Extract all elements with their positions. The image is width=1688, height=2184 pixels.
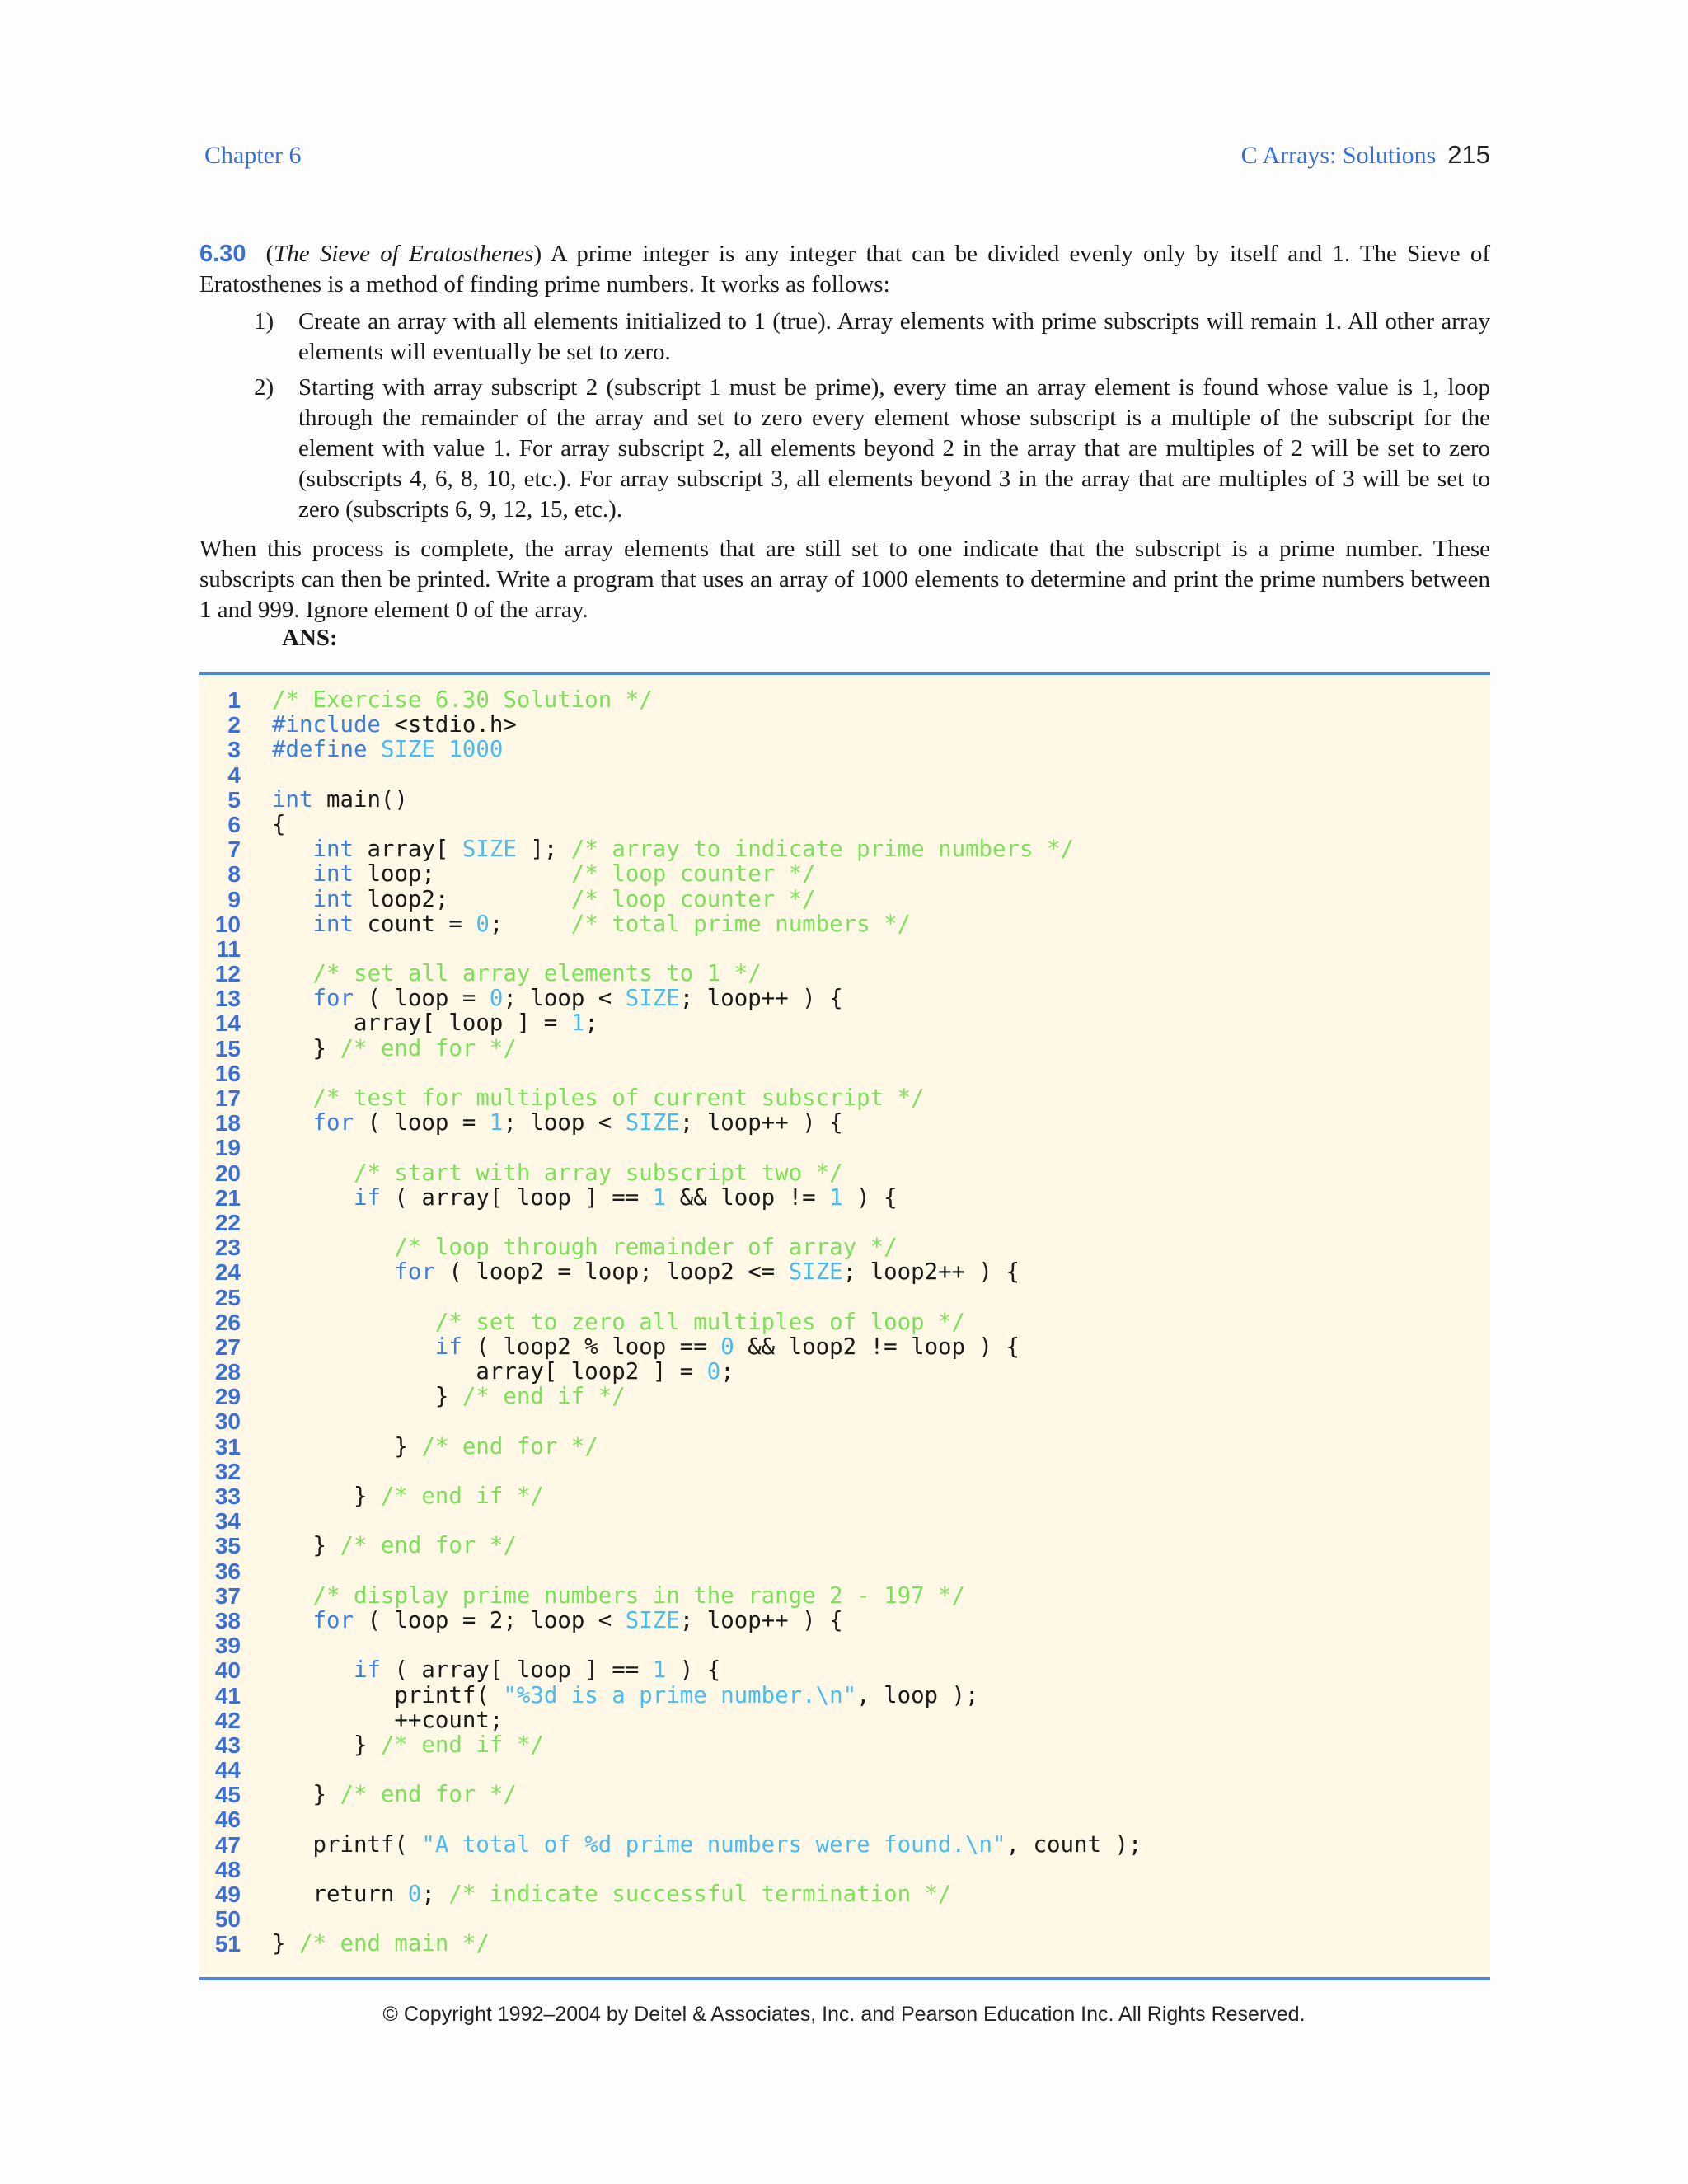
code-token: /* total prime numbers */ [570, 911, 912, 937]
code-token: } [272, 1433, 422, 1460]
code-token: ; loop++ ) { [679, 986, 843, 1012]
line-number: 24 [214, 1259, 241, 1286]
code-line [199, 1559, 241, 1584]
code-text [272, 1435, 598, 1460]
code-token: /* end for */ [340, 1035, 517, 1062]
code-line [199, 687, 653, 713]
code-token: ( array[ loop ] == [380, 1184, 653, 1211]
line-number: 46 [214, 1807, 241, 1833]
code-line [199, 1509, 241, 1534]
code-text [272, 837, 1074, 862]
code-line [199, 1633, 241, 1658]
line-number: 40 [214, 1657, 241, 1684]
code-line [199, 886, 816, 912]
step-label: 2) [254, 374, 274, 401]
code-token: "A total of %d prime numbers were found.\n" [421, 1831, 1006, 1858]
line-number: 9 [227, 886, 241, 912]
answer-label: ANS: [282, 625, 338, 651]
line-number: 4 [227, 762, 241, 788]
code-token [367, 737, 381, 762]
code-text [272, 1708, 503, 1733]
code-token: /* set to zero all multiples of loop */ [434, 1309, 966, 1335]
code-line [199, 911, 912, 937]
section-title: C Arrays: Solutions [1240, 142, 1437, 169]
code-token: ; loop < [503, 1110, 626, 1137]
code-token: if [434, 1333, 462, 1360]
code-token: ( loop = [353, 1110, 490, 1137]
line-number: 7 [227, 837, 241, 863]
code-token: #include [272, 712, 381, 738]
code-text [272, 1783, 517, 1807]
code-token [272, 1310, 435, 1335]
code-token: 0 [476, 911, 490, 937]
code-text [272, 1011, 598, 1036]
code-token: } [272, 1782, 340, 1808]
code-token: } [272, 1732, 381, 1758]
code-token: } [272, 1483, 381, 1509]
code-token: SIZE [625, 1110, 680, 1137]
code-line [199, 763, 241, 788]
code-token: ( loop2 = loop; loop2 <= [434, 1259, 789, 1286]
line-number: 14 [214, 1010, 241, 1037]
code-text [272, 962, 762, 987]
line-number: 22 [214, 1209, 241, 1235]
code-line [199, 1657, 721, 1684]
code-text [272, 987, 843, 1011]
code-token: int [312, 911, 354, 937]
code-token: } [272, 1384, 462, 1410]
code-token: ++count; [272, 1707, 504, 1733]
code-line [199, 1384, 626, 1410]
copyright-footer: © Copyright 1992–2004 by Deitel & Associates, Inc. and Pearson Education Inc. All Rights Reserved. [382, 2003, 1306, 2026]
code-line [199, 1235, 898, 1261]
code-text [272, 688, 653, 713]
code-token: ; loop2++ ) { [842, 1259, 1020, 1286]
code-token: /* indicate successful termination */ [448, 1882, 952, 1907]
code-text [272, 1037, 517, 1062]
line-number: 1 [227, 687, 241, 713]
code-text [272, 1235, 898, 1260]
chapter-label: Chapter 6 [204, 142, 302, 169]
code-token: ) { [666, 1657, 721, 1684]
code-line [199, 861, 816, 888]
code-token: 0 [706, 1359, 721, 1385]
code-token: ( loop2 % loop == [462, 1333, 721, 1360]
code-token: <stdio.h> [380, 712, 517, 738]
code-text [272, 1310, 965, 1335]
code-token: /* start with array subscript two */ [353, 1160, 843, 1186]
code-token: && loop != [666, 1184, 830, 1211]
code-token: 1 [829, 1184, 843, 1211]
code-line [199, 1483, 544, 1509]
line-number: 45 [214, 1782, 241, 1808]
code-token: SIZE 1000 [380, 737, 504, 763]
code-text [272, 1658, 720, 1683]
code-token: return [272, 1882, 408, 1907]
code-token: /* loop counter */ [570, 861, 816, 888]
code-line [199, 1807, 241, 1832]
code-text [272, 1833, 1142, 1858]
code-token: if [353, 1657, 381, 1684]
code-text [272, 713, 517, 738]
line-number: 13 [214, 986, 241, 1012]
problem-conclusion: When this process is complete, the array elements that are still set to one indicate that the subscript is a prime number. These subscripts can then be printed. Write a program that uses an array of 1000 elements to determine and print the prime numbers between 1 and 999. Ignore element 0 of the array. [199, 536, 1490, 623]
code-line [199, 1160, 843, 1186]
line-number: 26 [214, 1309, 241, 1335]
code-token: ]; [516, 837, 571, 863]
code-token: { [272, 811, 286, 837]
code-line [199, 1085, 925, 1111]
code-line [199, 961, 762, 987]
code-token: int [272, 786, 313, 813]
line-number: 37 [214, 1582, 241, 1609]
line-number: 11 [216, 935, 241, 962]
code-token: 0 [720, 1333, 734, 1360]
line-number: 36 [214, 1558, 241, 1584]
code-token: 0 [407, 1882, 422, 1907]
code-text [272, 1684, 979, 1708]
code-token: ( array[ loop ] == [380, 1657, 653, 1684]
line-number: 6 [227, 811, 241, 837]
line-number: 31 [214, 1433, 241, 1460]
line-number: 39 [214, 1633, 241, 1659]
code-line [199, 837, 1074, 863]
code-line [199, 1732, 544, 1758]
code-line [199, 1858, 241, 1882]
code-line [199, 1682, 979, 1708]
line-number: 2 [227, 712, 241, 738]
code-text [272, 888, 816, 912]
line-number: 10 [214, 911, 241, 937]
code-text [272, 738, 503, 762]
code-line [199, 1184, 898, 1211]
code-token: /* array to indicate prime numbers */ [570, 837, 1074, 863]
code-token: /* end main */ [298, 1931, 490, 1957]
line-number: 43 [214, 1732, 241, 1758]
code-line [199, 1931, 490, 1957]
line-number: 25 [214, 1284, 241, 1310]
code-token [272, 887, 312, 912]
line-number: 30 [214, 1408, 241, 1435]
line-number: 19 [214, 1135, 241, 1161]
code-token [272, 1235, 394, 1260]
code-text [272, 1484, 544, 1509]
code-token [272, 912, 312, 937]
code-text [272, 1882, 952, 1907]
code-token: loop; [353, 861, 571, 888]
code-line [199, 1110, 843, 1137]
code-text [272, 1534, 517, 1558]
code-line [199, 1409, 241, 1434]
step-item [247, 307, 1490, 368]
code-line [199, 1433, 598, 1460]
line-number: 35 [214, 1533, 241, 1559]
code-token: 1 [570, 1010, 585, 1037]
code-text [272, 1086, 925, 1111]
code-token: array[ loop ] = [272, 1010, 571, 1037]
line-number: 38 [214, 1607, 241, 1633]
code-text [272, 1385, 626, 1409]
code-token [272, 1160, 354, 1186]
line-number: 50 [214, 1906, 241, 1933]
code-text [272, 1609, 843, 1633]
code-token: /* end for */ [421, 1433, 598, 1460]
problem-number: 6.30 [199, 241, 246, 267]
code-token: ; loop++ ) { [679, 1110, 843, 1137]
code-token: 1 [652, 1184, 667, 1211]
code-token: /* loop through remainder of array */ [394, 1235, 898, 1261]
code-text [272, 1932, 490, 1957]
line-number: 33 [214, 1483, 241, 1509]
code-line [199, 1460, 241, 1484]
code-token: && loop2 != loop ) { [734, 1333, 1020, 1360]
code-line [199, 811, 286, 837]
code-token [272, 1259, 394, 1285]
step-label: 1) [254, 308, 274, 335]
code-line [199, 1782, 517, 1808]
line-number: 23 [214, 1235, 241, 1261]
line-number: 48 [214, 1856, 241, 1882]
line-number: 47 [214, 1831, 241, 1858]
code-line [199, 1607, 843, 1633]
code-token: array[ [353, 837, 462, 863]
code-token: } [272, 1533, 340, 1559]
code-token: if [353, 1184, 381, 1211]
code-line [199, 1136, 241, 1160]
code-token: /* test for multiples of current subscript */ [312, 1085, 925, 1111]
code-line [199, 1035, 517, 1062]
code-token: #define [272, 737, 368, 763]
code-token: ( loop = 2; loop < [353, 1607, 626, 1633]
code-text [272, 912, 911, 937]
code-line [199, 1758, 241, 1783]
code-token [272, 1085, 312, 1111]
code-token: count = [353, 911, 476, 937]
line-number: 21 [214, 1184, 241, 1211]
code-token: for [312, 1607, 354, 1633]
line-number: 44 [214, 1757, 241, 1783]
code-line [199, 1582, 966, 1609]
code-text [272, 1584, 965, 1609]
line-number: 34 [214, 1508, 241, 1535]
code-token: for [394, 1259, 435, 1286]
code-line [199, 1831, 1142, 1858]
code-token: /* end for */ [340, 1533, 517, 1559]
code-text [272, 1161, 843, 1186]
code-line [199, 1533, 517, 1559]
code-text [272, 1186, 898, 1211]
line-number: 18 [214, 1110, 241, 1137]
code-text [272, 1111, 843, 1136]
code-token: for [312, 986, 354, 1012]
code-token: /* end if */ [462, 1384, 626, 1410]
code-token: int [312, 861, 354, 888]
code-token: /* loop counter */ [570, 886, 816, 912]
code-line [199, 1882, 952, 1907]
code-token: /* set all array elements to 1 */ [312, 961, 762, 987]
running-header [1241, 140, 1490, 170]
code-line [199, 937, 241, 962]
code-line [199, 1211, 241, 1235]
code-token: array[ loop2 ] = [272, 1359, 707, 1385]
code-token: ; [584, 1010, 598, 1037]
code-token: SIZE [788, 1259, 843, 1286]
problem-intro: A prime integer is any integer that can be divided evenly only by itself and 1. The Sieve of Eratosthenes is a method of finding prime numbers. It works as follows: [199, 241, 1490, 298]
code-text [272, 1733, 544, 1758]
page-number: 215 [1447, 140, 1490, 169]
code-token: int [312, 837, 354, 863]
code-line [199, 786, 408, 813]
code-token [272, 1608, 312, 1633]
line-number: 27 [214, 1333, 241, 1360]
code-token: for [312, 1110, 354, 1137]
line-number: 8 [227, 861, 241, 888]
code-text [272, 788, 408, 813]
code-token [272, 1185, 354, 1211]
line-number: 12 [214, 961, 241, 987]
code-line [199, 1259, 1020, 1286]
code-token: main() [312, 786, 408, 813]
code-token: int [312, 886, 354, 912]
code-lines [199, 687, 1142, 1957]
code-text [272, 813, 286, 837]
code-token: ; loop < [503, 986, 626, 1012]
code-token: ; [421, 1882, 449, 1907]
code-line [199, 737, 504, 763]
code-token: 0 [489, 986, 504, 1012]
code-token: } [272, 1931, 299, 1957]
code-token: SIZE [625, 1607, 680, 1633]
code-token: /* end if */ [380, 1483, 544, 1509]
line-number: 17 [214, 1085, 241, 1111]
code-text [272, 1335, 1020, 1360]
code-line [199, 1309, 966, 1335]
code-token [272, 1110, 312, 1136]
code-token: SIZE [462, 837, 517, 863]
code-token: ) { [842, 1184, 898, 1211]
line-number: 29 [214, 1384, 241, 1410]
line-number: 42 [214, 1707, 241, 1733]
code-token: , count ); [1006, 1831, 1142, 1858]
code-token [272, 837, 312, 862]
code-line [199, 1286, 241, 1310]
code-token: } [272, 1035, 340, 1062]
step-text: Create an array with all elements initialized to 1 (true). Array elements with prime subscripts will remain 1. All other array elements will eventually be set to zero. [298, 308, 1490, 365]
code-token [272, 1334, 435, 1360]
code-token: ; [720, 1359, 734, 1385]
problem-title: The Sieve of Eratosthenes [274, 241, 534, 267]
code-text [272, 1260, 1020, 1285]
code-token [272, 1583, 312, 1609]
code-line [199, 986, 843, 1012]
line-number: 32 [214, 1458, 241, 1484]
code-token: , loop ); [856, 1682, 979, 1708]
code-line [199, 1333, 1020, 1360]
code-listing [199, 672, 1490, 1980]
code-line [199, 1010, 598, 1037]
line-number: 51 [214, 1931, 241, 1957]
code-line [199, 1359, 734, 1385]
code-token [272, 986, 312, 1011]
problem-statement: 6.30 (The Sieve of Eratosthenes) A prime integer is any integer that can be divided evenly only by itself and 1. The Sieve of Eratosthenes is a method of finding prime numbers. It works as follows: [199, 241, 1490, 298]
line-number: 41 [214, 1682, 241, 1708]
code-token: ( loop = [353, 986, 490, 1012]
code-token: 1 [489, 1110, 504, 1137]
line-number: 3 [227, 737, 241, 763]
step-text: Starting with array subscript 2 (subscript 1 must be prime), every time an array element is found whose value is 1, loop through the remainder of the array and set to zero every element whose subscript is a multiple of the subscript for the element with value 1. For array subscript 2, all elements beyond 2 in the array that are multiples of 2 will be set to zero (subscripts 4, 6, 8, 10, etc.). For array subscript 3, all elements beyond 3 in the array that are multiples of 3 will be set to zero (subscripts 6, 9, 12, 15, etc.). [298, 374, 1490, 523]
line-number: 5 [227, 786, 241, 813]
line-number: 49 [214, 1882, 241, 1907]
code-token: /* Exercise 6.30 Solution */ [272, 687, 653, 713]
code-token: /* end if */ [380, 1732, 544, 1758]
code-line [199, 1907, 241, 1932]
code-line [199, 1707, 504, 1733]
code-token: /* end for */ [340, 1782, 517, 1808]
code-token: ; [489, 911, 571, 937]
code-token: "%3d is a prime number.\n" [503, 1682, 857, 1708]
code-token [272, 1657, 354, 1683]
code-token: /* display prime numbers in the range 2 - 197 */ [312, 1582, 966, 1609]
code-token: printf( [272, 1831, 422, 1858]
code-token: 1 [652, 1657, 667, 1684]
step-item [247, 373, 1490, 525]
code-token: ; loop++ ) { [679, 1607, 843, 1633]
code-text [272, 862, 816, 887]
code-token [272, 861, 312, 887]
code-line [199, 1062, 241, 1086]
code-line [199, 712, 517, 738]
code-text [272, 1360, 734, 1385]
line-number: 28 [214, 1359, 241, 1385]
line-number: 20 [214, 1160, 241, 1186]
code-token: SIZE [625, 986, 680, 1012]
code-token: printf( [272, 1682, 504, 1708]
code-token: loop2; [353, 886, 571, 912]
line-number: 16 [214, 1060, 241, 1086]
code-token [272, 961, 312, 987]
line-number: 15 [214, 1035, 241, 1062]
